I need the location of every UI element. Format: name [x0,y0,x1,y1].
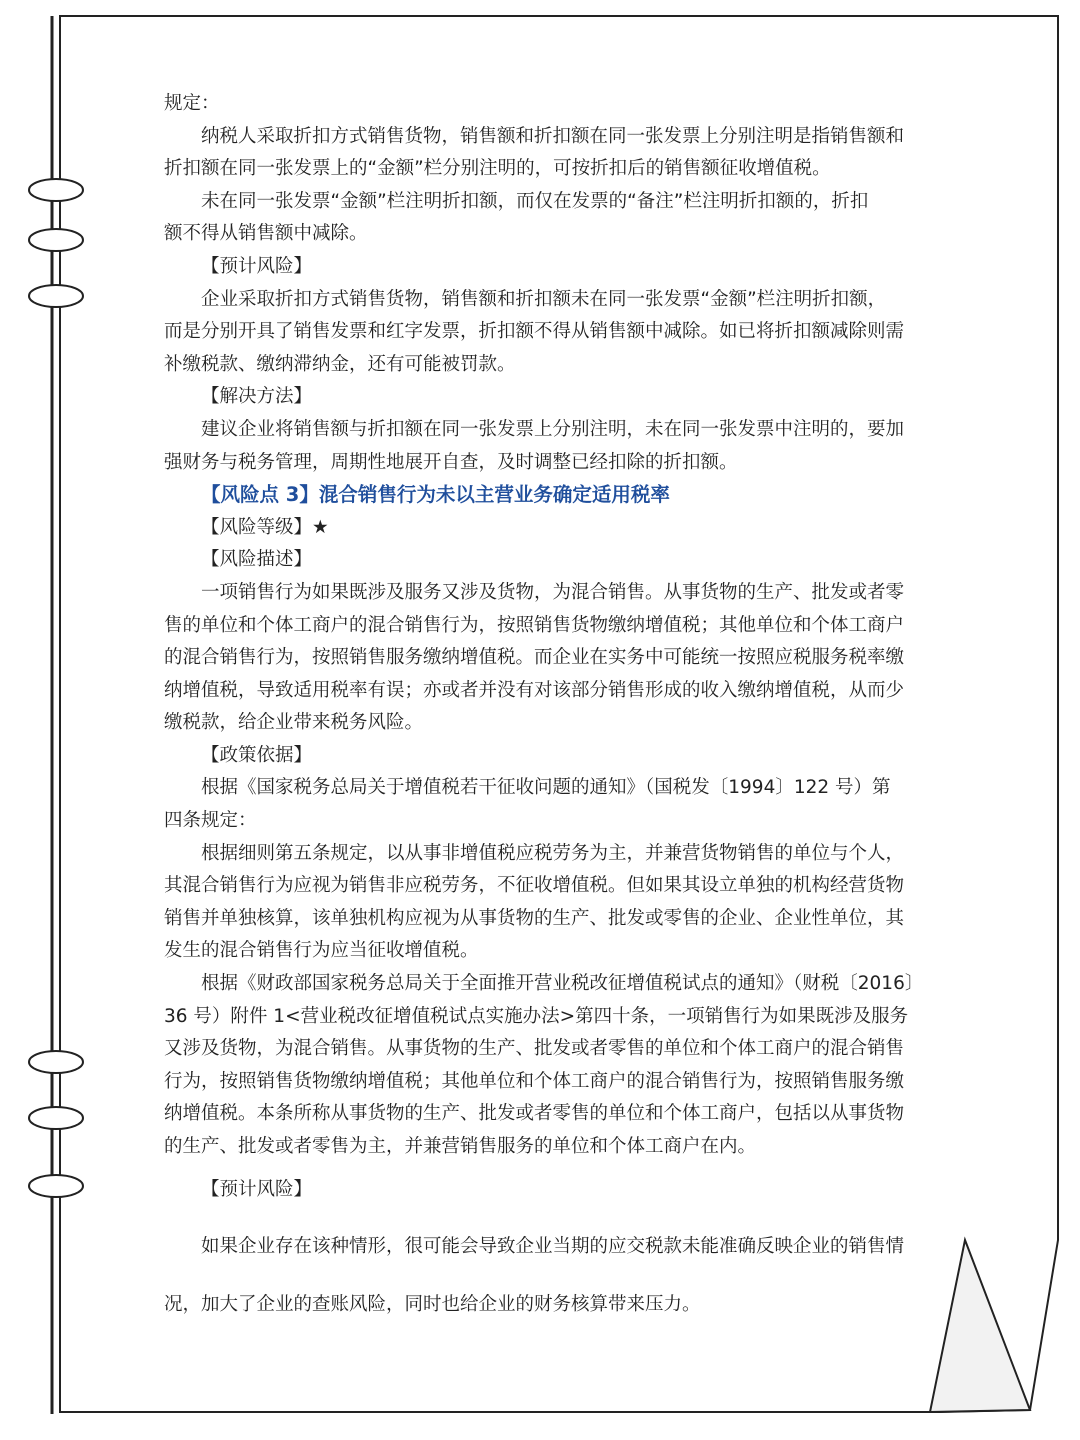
text-line: 纳税人采取折扣方式销售货物，销售额和折扣额在同一张发票上分别注明是指销售额和 [201,125,905,147]
binder-ring [29,285,83,307]
text-line: 纳增值税，导致适用税率有误；亦或者并没有对该部分销售形成的收入缴纳增值税，从而少 [164,679,905,701]
section-label: 【风险等级】★ [201,516,329,538]
text-line: 四条规定： [164,810,257,832]
text-line: 而是分别开具了销售发票和红字发票，折扣额不得从销售额中减除。如已将折扣额减除则需 [164,321,905,343]
text-line: 发生的混合销售行为应当征收增值税。 [164,940,479,962]
text-line: 行为，按照销售货物缴纳增值税；其他单位和个体工商户的混合销售行为，按照销售服务缴 [164,1070,905,1092]
text-line: 的混合销售行为，按照销售服务缴纳增值税。而企业在实务中可能统一按照应税服务税率缴 [164,647,905,669]
binder-ring [29,1051,83,1073]
text-line: 销售并单独核算，该单独机构应视为从事货物的生产、批发或零售的企业、企业性单位，其 [164,907,905,929]
text-line: 纳增值税。本条所称从事货物的生产、批发或者零售的单位和个体工商户，包括以从事货物 [164,1103,905,1125]
section-label: 【预计风险】 [201,1178,313,1200]
text-line: 如果企业存在该种情形，很可能会导致企业当期的应交税款未能准确反映企业的销售情 [201,1236,905,1258]
binder-ring [29,179,83,201]
text-line: 企业采取折扣方式销售货物，销售额和折扣额未在同一张发票“金额”栏注明折扣额， [201,288,887,310]
text-line: 建议企业将销售额与折扣额在同一张发票上分别注明，未在同一张发票中注明的，要加 [201,418,905,440]
section-label: 【解决方法】 [201,386,313,408]
text-line: 折扣额在同一张发票上的“金额”栏分别注明的，可按折扣后的销售额征收增值税。 [164,158,831,180]
binder-ring [29,229,83,251]
text-line: 未在同一张发票“金额”栏注明折扣额，而仅在发票的“备注”栏注明折扣额的，折扣 [201,190,869,212]
text-line: 额不得从销售额中减除。 [164,223,368,245]
section-label: 【预计风险】 [201,255,313,277]
text-line: 其混合销售行为应视为销售非应税劳务，不征收增值税。但如果其设立单独的机构经营货物 [164,875,905,897]
spacer [164,1264,918,1289]
text-line: 根据细则第五条规定，以从事非增值税应税劳务为主，并兼营货物销售的单位与个人， [201,842,905,864]
text-line: 补缴税款、缴纳滞纳金，还有可能被罚款。 [164,353,516,375]
text-line: 售的单位和个体工商户的混合销售行为，按照销售货物缴纳增值税；其他单位和个体工商户 [164,614,905,636]
text-line: 的生产、批发或者零售为主，并兼营销售服务的单位和个体工商户在内。 [164,1136,757,1157]
text-line: 强财务与税务管理，周期性地展开自查，及时调整已经扣除的折扣额。 [164,451,738,473]
text-line: 根据《财政部国家税务总局关于全面推开营业税改征增值税试点的通知》（财税〔2016〕 [201,973,924,995]
text-line: 规定： [164,93,220,114]
text-line: 36 号）附件 1<营业税改征增值税试点实施办法>第四十条，一项销售行为如果既涉及服务 [164,1005,909,1027]
spacer [164,1164,918,1174]
risk-point-heading: 【风险点 3】混合销售行为未以主营业务确定适用税率 [201,483,670,507]
binder-ring [29,1175,83,1197]
binder-ring [29,1107,83,1129]
document-body [164,88,924,1321]
text-line: 况，加大了企业的查账风险，同时也给企业的财务核算带来压力。 [164,1293,701,1315]
section-label: 【政策依据】 [201,744,313,766]
text-line: 根据《国家税务总局关于增值税若干征收问题的通知》（国税发〔1994〕122 号）第 [201,777,891,799]
text-line: 一项销售行为如果既涉及服务又涉及货物，为混合销售。从事货物的生产、批发或者零 [201,581,905,603]
text-line: 又涉及货物，为混合销售。从事货物的生产、批发或者零售的单位和个体工商户的混合销售 [164,1038,905,1060]
page-curl [930,1240,1030,1412]
text-line: 缴税款，给企业带来税务风险。 [164,712,424,734]
spacer [164,1206,918,1231]
section-label: 【风险描述】 [201,549,313,571]
